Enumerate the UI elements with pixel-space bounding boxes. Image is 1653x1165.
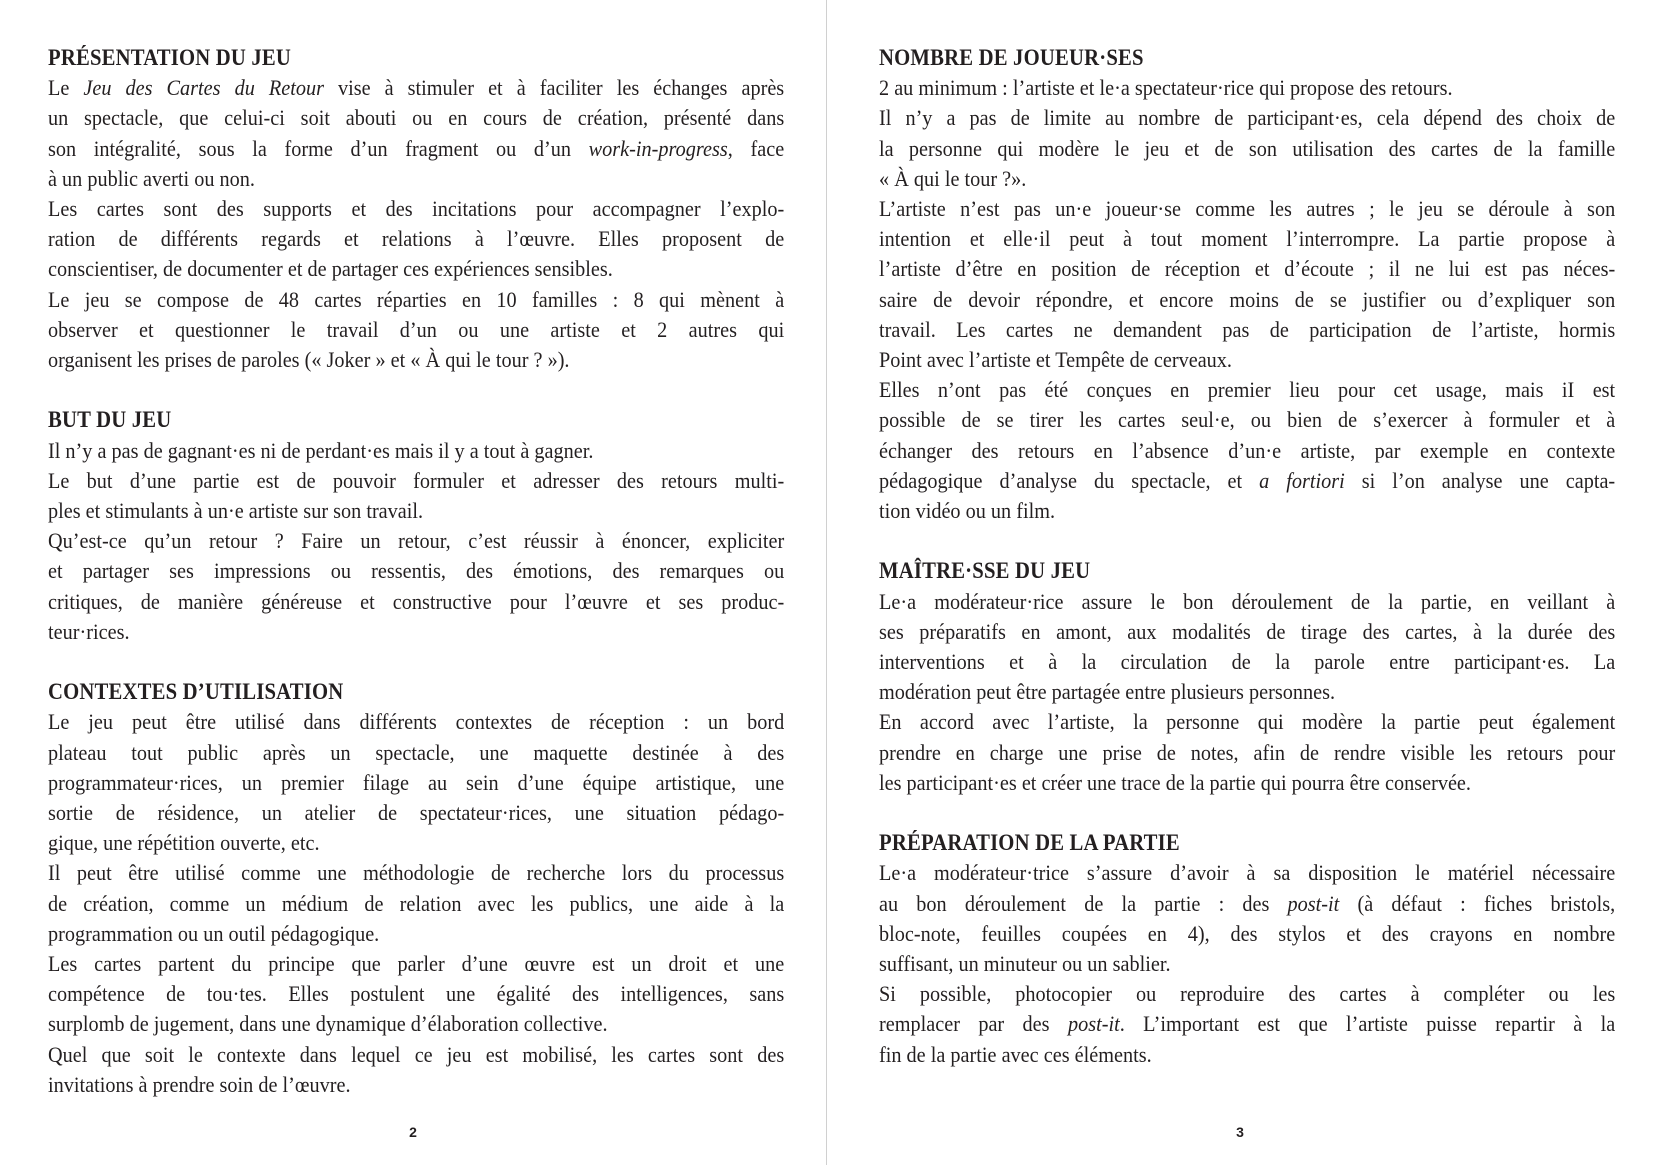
text-line: organisent les prises de paroles (« Joker » et « À qui le tour ? »). (48, 347, 570, 373)
text-line: Si possible, photocopier ou reproduire des cartes à compléter ou les (879, 981, 1616, 1007)
paragraph (48, 1040, 784, 1100)
text-line: Elles n’ont pas été conçues en premier lieu pour cet usage, mais iI est (879, 377, 1616, 403)
text-line: la personne qui modère le jeu et de son utilisation des cartes de la famille (879, 135, 1616, 161)
text-segment: si l’on analyse une capta- (1344, 467, 1616, 493)
text-line (48, 73, 784, 103)
section-heading: PRÉSENTATION DU JEU (48, 45, 292, 70)
paragraph (879, 194, 1615, 375)
paragraph (879, 587, 1615, 708)
paragraph (879, 103, 1615, 194)
section (48, 43, 784, 375)
text-segment: son intégralité, sous la forme d’un fragment ou d’un (48, 135, 589, 161)
text-segment: Le (48, 75, 84, 101)
section-heading: CONTEXTES D’UTILISATION (48, 679, 344, 705)
text-line: bloc-note, feuilles coupées en 4), des stylos et des crayons en nombre (879, 920, 1616, 946)
paragraph (879, 73, 1615, 103)
text-line: Point avec l’artiste et Tempête de cerveaux. (879, 347, 1232, 373)
paragraph (879, 858, 1615, 979)
section-heading: BUT DU JEU (48, 407, 172, 433)
text-line: les participant·es et créer une trace de la partie qui pourra être conservée. (879, 769, 1471, 795)
page-number: 3 (1236, 1124, 1244, 1140)
text-line: sortie de résidence, un atelier de spectateur·rices, une situation pédago- (48, 800, 785, 826)
paragraph (879, 707, 1615, 798)
section (879, 43, 1615, 526)
text-segment: . L’important est que l’artiste puisse repartir à la (1119, 1011, 1616, 1037)
text-line (879, 466, 1615, 496)
section (48, 677, 784, 1100)
text-line: surplomb de jugement, dans une dynamique d’élaboration collective. (48, 1011, 608, 1037)
text-line: Quel que soit le contexte dans lequel ce jeu est mobilisé, les cartes sont des (48, 1041, 785, 1067)
text-line: compétence de tou·tes. Elles postulent une égalité des intelligences, sans (48, 981, 785, 1007)
text-line: Le jeu peut être utilisé dans différents contextes de réception : un bord (48, 709, 785, 735)
section-heading: NOMBRE DE JOUEUR·SES (879, 45, 1144, 70)
section (48, 405, 784, 647)
text-line: saire de devoir répondre, et encore moins de se justifier ou d’expliquer son (879, 286, 1616, 312)
page-left (0, 0, 826, 1165)
text-line: Il n’y a pas de limite au nombre de participant·es, cela dépend des choix de (879, 105, 1616, 131)
text-column (879, 43, 1615, 1100)
text-line: Qu’est-ce qu’un retour ? Faire un retour, c’est réussir à énoncer, expliciter (48, 528, 785, 554)
paragraph (879, 375, 1615, 526)
section-heading: PRÉPARATION DE LA PARTIE (879, 830, 1180, 856)
paragraph (48, 707, 784, 858)
text-line: Le jeu se compose de 48 cartes réparties en 10 familles : 8 qui mènent à (48, 286, 785, 312)
text-line: invitations à prendre soin de l’œuvre. (48, 1071, 351, 1097)
text-line: à un public averti ou non. (48, 165, 255, 191)
italic-text: a fortiori (1259, 467, 1345, 493)
text-line: tion vidéo ou un film. (879, 498, 1056, 524)
text-line: gique, une répétition ouverte, etc. (48, 830, 320, 856)
text-line: En accord avec l’artiste, la personne qui modère la partie peut également (879, 709, 1616, 735)
text-line: conscientiser, de documenter et de partager ces expériences sensibles. (48, 256, 613, 282)
page-number: 2 (409, 1124, 417, 1140)
text-line: 2 au minimum : l’artiste et le·a spectateur·rice qui propose des retours. (879, 75, 1453, 101)
text-line: modération peut être partagée entre plusieurs personnes. (879, 679, 1336, 705)
paragraph (48, 194, 784, 285)
text-line: et partager ses impressions ou ressentis, des émotions, des remarques ou (48, 558, 785, 584)
text-line (879, 1009, 1615, 1039)
text-line: suffisant, un minuteur ou un sablier. (879, 951, 1171, 977)
text-line: échanger des retours en l’absence d’un·e artiste, par exemple en contexte (879, 437, 1616, 463)
text-line: Les cartes partent du principe que parler d’une œuvre est un droit et une (48, 951, 785, 977)
text-line: Il n’y a pas de gagnant·es ni de perdant·es mais il y a tout à gagner. (48, 437, 594, 463)
text-segment: , face (727, 135, 785, 161)
text-segment: pédagogique d’analyse du spectacle, et (879, 467, 1260, 493)
text-segment: remplacer par des (879, 1011, 1068, 1037)
text-line: teur·rices. (48, 618, 130, 644)
text-line: plateau tout public après un spectacle, une maquette destinée à des (48, 739, 785, 765)
text-line (879, 889, 1615, 919)
text-line: observer et questionner le travail d’un ou une artiste et 2 autres qui (48, 316, 785, 342)
text-line: possible de se tirer les cartes seul·e, ou bien de s’exercer à formuler et à (879, 407, 1616, 433)
paragraph (48, 466, 784, 526)
paragraph (48, 858, 784, 949)
text-line: ses préparatifs en amont, aux modalités de tirage des cartes, à la durée des (879, 618, 1616, 644)
paragraph (879, 979, 1615, 1070)
section-heading: MAÎTRE·SSE DU JEU (879, 558, 1091, 584)
text-line: l’artiste d’être en position de réception et d’écoute ; il ne lui est pas néces- (879, 256, 1616, 282)
text-line: Les cartes sont des supports et des incitations pour accompagner l’explo- (48, 196, 785, 222)
paragraph (48, 285, 784, 376)
text-column (48, 43, 784, 1130)
text-line: critiques, de manière généreuse et constructive pour l’œuvre et ses produc- (48, 588, 785, 614)
text-line: un spectacle, que celui-ci soit abouti ou en cours de création, présenté dans (48, 105, 785, 131)
text-line: L’artiste n’est pas un·e joueur·se comme les autres ; le jeu se déroule à son (879, 196, 1616, 222)
section (879, 556, 1615, 798)
paragraph (48, 526, 784, 647)
italic-text: Jeu des Cartes du Retour (83, 75, 324, 101)
text-line: prendre en charge une prise de notes, afin de rendre visible les retours pour (879, 739, 1616, 765)
page-right (827, 0, 1653, 1165)
text-line: ples et stimulants à un·e artiste sur son travail. (48, 498, 424, 524)
text-line: intention et elle·il peut à tout moment l’interrompre. La partie propose à (879, 226, 1616, 252)
paragraph (48, 436, 784, 466)
text-line: interventions et à la circulation de la parole entre participant·es. La (879, 649, 1616, 675)
text-line: Le·a modérateur·trice s’assure d’avoir à sa disposition le matériel nécessaire (879, 860, 1616, 886)
text-line: programmation ou un outil pédagogique. (48, 920, 380, 946)
italic-text: post-it (1287, 890, 1340, 916)
text-line: Le·a modérateur·rice assure le bon déroulement de la partie, en veillant à (879, 588, 1616, 614)
section (879, 828, 1615, 1070)
italic-text: work-in-progress (588, 135, 728, 161)
paragraph (48, 73, 784, 194)
text-segment: vise à stimuler et à faciliter les échanges après (323, 75, 785, 101)
italic-text: post-it (1067, 1011, 1120, 1037)
text-line: fin de la partie avec ces éléments. (879, 1041, 1152, 1067)
text-line: de création, comme un médium de relation avec les publics, une aide à la (48, 890, 785, 916)
text-line: travail. Les cartes ne demandent pas de participation de l’artiste, hormis (879, 316, 1616, 342)
paragraph (48, 949, 784, 1040)
text-line (48, 134, 784, 164)
text-line: programmateur·rices, un premier filage au sein d’une équipe artistique, une (48, 769, 785, 795)
text-line: Il peut être utilisé comme une méthodologie de recherche lors du processus (48, 860, 785, 886)
text-line: ration de différents regards et relations à l’œuvre. Elles proposent de (48, 226, 785, 252)
text-line: « À qui le tour ?». (879, 165, 1027, 191)
text-segment: (à défaut : fiches bristols, (1339, 890, 1616, 916)
text-line: Le but d’une partie est de pouvoir formuler et adresser des retours multi- (48, 467, 785, 493)
text-segment: au bon déroulement de la partie : des (879, 890, 1288, 916)
